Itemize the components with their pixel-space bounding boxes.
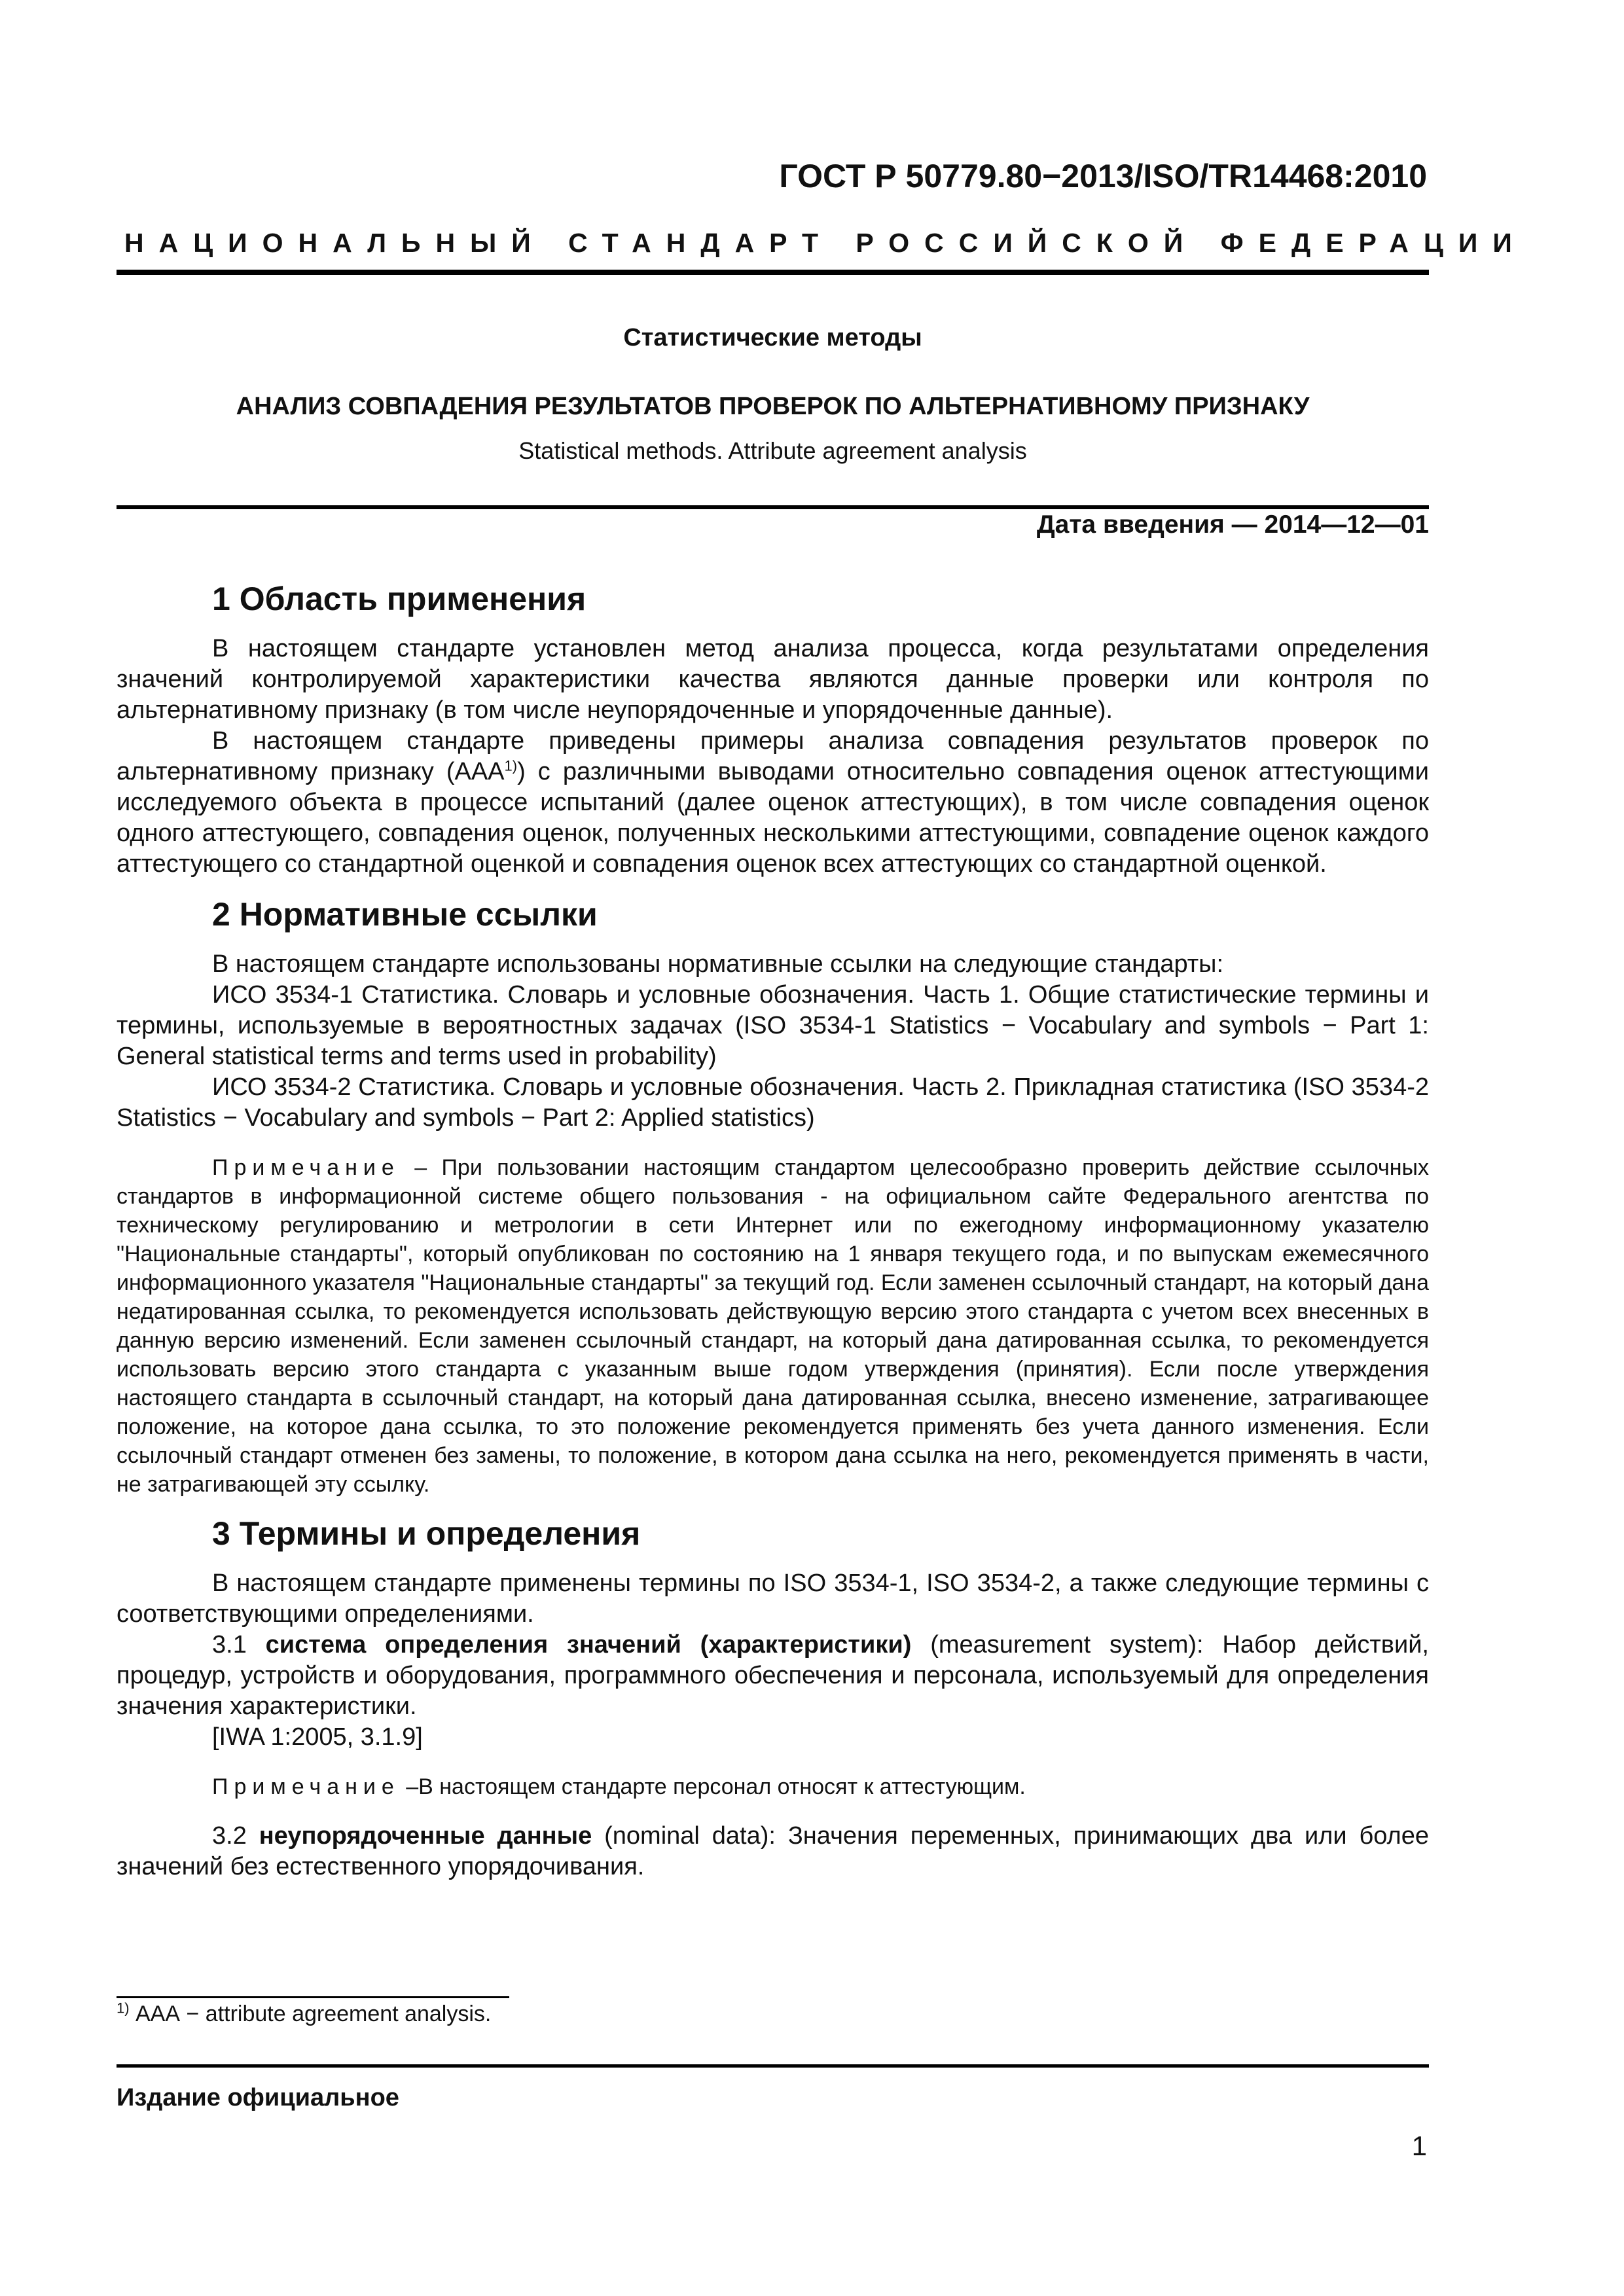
term-3-1-name: система определения значений (характеристики) — [265, 1631, 912, 1659]
footnote-ref: 1) — [504, 757, 518, 774]
page-number: 1 — [1411, 2130, 1427, 2161]
footnote-marker: 1) — [117, 2000, 130, 2017]
term-3-2-definition: (nominal data): Значения переменных, принимающих два или более значений без естественного упорядочивания. — [117, 1822, 1429, 1880]
note-label: Примечание — [212, 1155, 400, 1180]
section-1-paragraph-2-end: ) с различными выводами относительно совпадения оценок аттестующими исследуемого объекта в процессе испытаний (далее оценок аттестующих), в том числе совпадения оценок одного аттестующего, совпадения оценок, полученных несколькими аттестующими, совпадение оценок каждого аттестующего со стандартной оценкой и совпадения оценок всех аттестующих со стандартной оценкой. — [117, 758, 1429, 878]
section-2-heading: 2 Нормативные ссылки — [212, 896, 598, 933]
note-label: Примечание — [212, 1774, 400, 1799]
title-rule — [117, 505, 1429, 509]
term-3-2 — [117, 1821, 1429, 1882]
footnote-text: ААА − attribute agreement analysis. — [129, 2001, 492, 2026]
section-2-note — [117, 1153, 1429, 1499]
section-1-paragraph-2-start: В настоящем стандарте приведены примеры анализа совпадения результатов проверок по альтернативному признаку (ААА — [117, 727, 1429, 785]
document-body — [117, 576, 1429, 1882]
term-3-1-definition: (measurement system): Набор действий, процедур, устройств и оборудования, программного обеспечения и персонала, используемый для определения значения характеристики. — [117, 1631, 1429, 1720]
section-3-paragraph-1: В настоящем стандарте применены термины по ISO 3534-1, ISO 3534-2, а также следующие термины с соответствующими определениями. — [117, 1570, 1429, 1628]
standard-title-en: Statistical methods. Attribute agreement analysis — [518, 437, 1027, 464]
section-1-paragraph-2 — [117, 726, 1429, 880]
term-3-2-name: неупорядоченные данные — [259, 1822, 592, 1850]
section-2-paragraph-1: В настоящем стандарте использованы нормативные ссылки на следующие стандарты: — [212, 950, 1224, 978]
term-3-1-number: 3.1 — [212, 1631, 266, 1659]
section-3-note — [117, 1772, 1429, 1801]
section-1-paragraph-1: В настоящем стандарте установлен метод анализа процесса, когда результатами определения значений контролируемой характеристики качества являются данные проверки или контроля по альтернативному признаку (в том числе неупорядоченные и упорядоченные данные). — [117, 635, 1429, 724]
section-3-heading: 3 Термины и определения — [212, 1515, 641, 1552]
term-3-1-source: [IWA 1:2005, 3.1.9] — [212, 1723, 423, 1751]
intro-date: Дата введения — 2014—12—01 — [1036, 511, 1429, 539]
section-1-heading: 1 Область применения — [212, 581, 586, 617]
standard-title-ru: АНАЛИЗ СОВПАДЕНИЯ РЕЗУЛЬТАТОВ ПРОВЕРОК ПО АЛЬТЕРНАТИВНОМУ ПРИЗНАКУ — [236, 393, 1310, 420]
term-3-2-number: 3.2 — [212, 1822, 259, 1850]
footnote-rule — [117, 1996, 509, 1998]
reference-iso-3534-2: ИСО 3534-2 Статистика. Словарь и условные обозначения. Часть 2. Прикладная статистика (ISO 3534-2 Statistics − Vocabulary and symbols − Part 2: Applied statistics) — [117, 1073, 1429, 1132]
footnote — [117, 2001, 1295, 2027]
header-rule — [117, 270, 1429, 275]
national-standard-banner: НАЦИОНАЛЬНЫЙ СТАНДАРТ РОССИЙСКОЙ ФЕДЕРАЦИИ — [124, 228, 1527, 258]
note-text: – При пользовании настоящим стандартом целесообразно проверить действие ссылочных стандартов в информационной системе общего пользования - на официальном сайте Федерального агентства по техническому регулированию и метрологии в сети Интернет или по ежегодному информационному указателю "Национальные стандарты", который опубликован по состоянию на 1 января текущего года, и по выпускам ежемесячного информационного указателя "Национальные стандарты" за текущий год. Если заменен ссылочный стандарт, на который дана недатированная ссылка, то рекомендуется использовать действующую версию этого стандарта с учетом всех внесенных в данную версию изменений. Если заменен ссылочный стандарт, на который дана датированная ссылка, то рекомендуется использовать версию этого стандарта с указанным выше годом утверждения (принятия). Если после утверждения настоящего стандарта в ссылочный стандарт, на который дана датированная ссылка, внесено изменение, затрагивающее положение, на которое дана ссылка, то это положение рекомендуется применять без учета данного изменения. Если ссылочный стандарт отменен без замены, то положение, в котором дана ссылка на него, рекомендуется применять в части, не затрагивающей эту ссылку. — [117, 1155, 1429, 1497]
note-text: –В настоящем стандарте персонал относят к аттестующим. — [399, 1774, 1026, 1799]
gost-code: ГОСТ Р 50779.80−2013/ISO/TR14468:2010 — [779, 158, 1427, 194]
standard-subject: Статистические методы — [623, 324, 922, 351]
footer-rule — [117, 2064, 1429, 2068]
term-3-1 — [117, 1630, 1429, 1722]
official-edition-label: Издание официальное — [117, 2084, 399, 2111]
reference-iso-3534-1: ИСО 3534-1 Статистика. Словарь и условные обозначения. Часть 1. Общие статистические термины и термины, используемые в вероятностных задачах (ISO 3534-1 Statistics − Vocabulary and symbols − Part 1: General statistical terms and terms used in probability) — [117, 981, 1429, 1070]
